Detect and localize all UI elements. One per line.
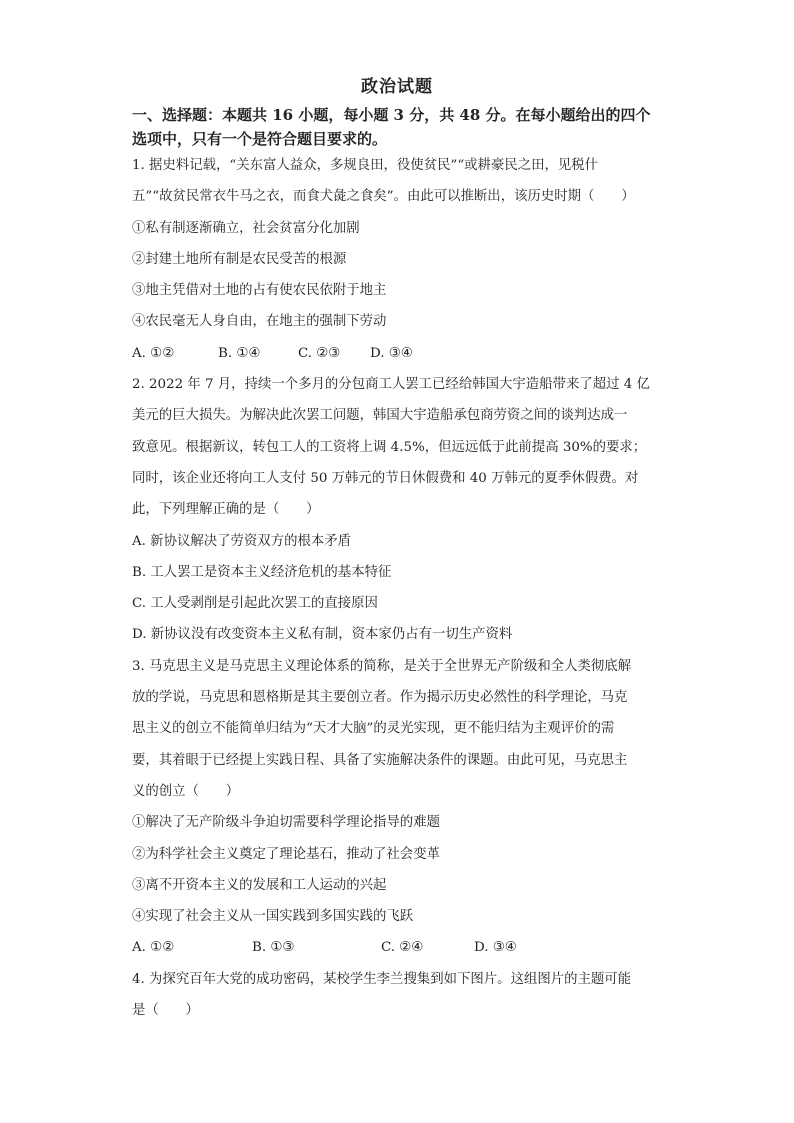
section-heading-line: 一、选择题：本题共 16 小题，每小题 3 分，共 48 分。在每小题给出的四个 xyxy=(132,106,651,124)
question-stem-line: 此，下列理解正确的是（ ） xyxy=(132,502,320,518)
section-heading xyxy=(132,103,672,151)
question-stem-line: 是（ ） xyxy=(132,1003,199,1019)
question-stem-line: 2. 2022 年 7 月，持续一个多月的分包商工人罢工已经给韩国大宇造船带来了超过 4 亿 xyxy=(132,377,650,393)
statement-item: ③离不开资本主义的发展和工人运动的兴起 xyxy=(132,877,387,893)
question-stem-line: 同时，该企业还将向工人支付 50 万韩元的节日休假费和 40 万韩元的夏季休假费。对 xyxy=(132,470,639,486)
question-stem-line: 致意见。根据新议，转包工人的工资将上调 4.5%，但远远低于此前提高 30%的要求； xyxy=(132,439,647,455)
statement-item: ③地主凭借对土地的占有使农民依附于地主 xyxy=(132,283,387,299)
section-heading-line: 选项中，只有一个是符合题目要求的。 xyxy=(132,130,388,148)
question-3 xyxy=(132,651,672,964)
option-c[interactable]: C. ②④ xyxy=(381,940,424,956)
question-stem-line: 要，其着眼于已经提上实践日程、具备了实施解决条件的课题。由此可见，马克思主 xyxy=(132,752,628,768)
option-c[interactable]: C. 工人受剥削是引起此次罢工的直接原因 xyxy=(132,596,378,612)
option-d[interactable]: D. ③④ xyxy=(474,940,517,956)
statement-item: ②为科学社会主义奠定了理论基石，推动了社会变革 xyxy=(132,846,440,862)
option-d[interactable]: D. ③④ xyxy=(370,345,413,361)
answer-options xyxy=(132,338,672,369)
page-title: 政治试题 xyxy=(361,77,433,97)
question-stem-line: 思主义的创立不能简单归结为“天才大脑”的灵光实现，更不能归结为主观评价的需 xyxy=(132,721,615,737)
statement-item: ④实现了社会主义从一国实践到多国实践的飞跃 xyxy=(132,909,414,925)
question-stem-line: 美元的巨大损失。为解决此次罢工问题，韩国大宇造船承包商劳资之间的谈判达成一 xyxy=(132,408,628,424)
statement-item: ①私有制逐渐确立，社会贫富分化加剧 xyxy=(132,220,360,236)
option-a[interactable]: A. ①② xyxy=(132,940,175,956)
option-a[interactable]: A. 新协议解决了劳资双方的根本矛盾 xyxy=(132,533,352,549)
option-b[interactable]: B. ①④ xyxy=(218,345,261,361)
statement-item: ②封建土地所有制是农民受苦的根源 xyxy=(132,251,347,267)
option-b[interactable]: B. ①③ xyxy=(252,940,295,956)
question-stem-line: 义的创立（ ） xyxy=(132,783,240,799)
question-1 xyxy=(132,150,672,369)
question-2 xyxy=(132,369,672,651)
option-c[interactable]: C. ②③ xyxy=(298,345,341,361)
question-stem-line: 五”“故贫民常衣牛马之衣，而食犬彘之食矣”。由此可以推断出，该历史时期（ ） xyxy=(132,189,635,205)
question-stem-line: 3. 马克思主义是马克思主义理论体系的简称，是关于全世界无产阶级和全人类彻底解 xyxy=(132,658,632,674)
question-stem-line: 4. 为探究百年大党的成功密码，某校学生李兰搜集到如下图片。这组图片的主题可能 xyxy=(132,971,632,987)
option-d[interactable]: D. 新协议没有改变资本主义私有制，资本家仍占有一切生产资料 xyxy=(132,627,513,643)
option-b[interactable]: B. 工人罢工是资本主义经济危机的基本特征 xyxy=(132,564,392,580)
question-stem-line: 1. 据史料记载，“关东富人益众，多规良田，役使贫民”“或耕豪民之田，见税什 xyxy=(132,158,599,173)
statement-item: ④农民毫无人身自由，在地主的强制下劳动 xyxy=(132,314,387,330)
question-list xyxy=(132,150,672,1026)
answer-options xyxy=(132,932,672,963)
statement-item: ①解决了无产阶级斗争迫切需要科学理论指导的难题 xyxy=(132,815,440,831)
option-a[interactable]: A. ①② xyxy=(132,345,175,361)
question-stem-line: 放的学说，马克思和恩格斯是其主要创立者。作为揭示历史必然性的科学理论，马克 xyxy=(132,690,628,706)
question-4 xyxy=(132,964,672,1027)
